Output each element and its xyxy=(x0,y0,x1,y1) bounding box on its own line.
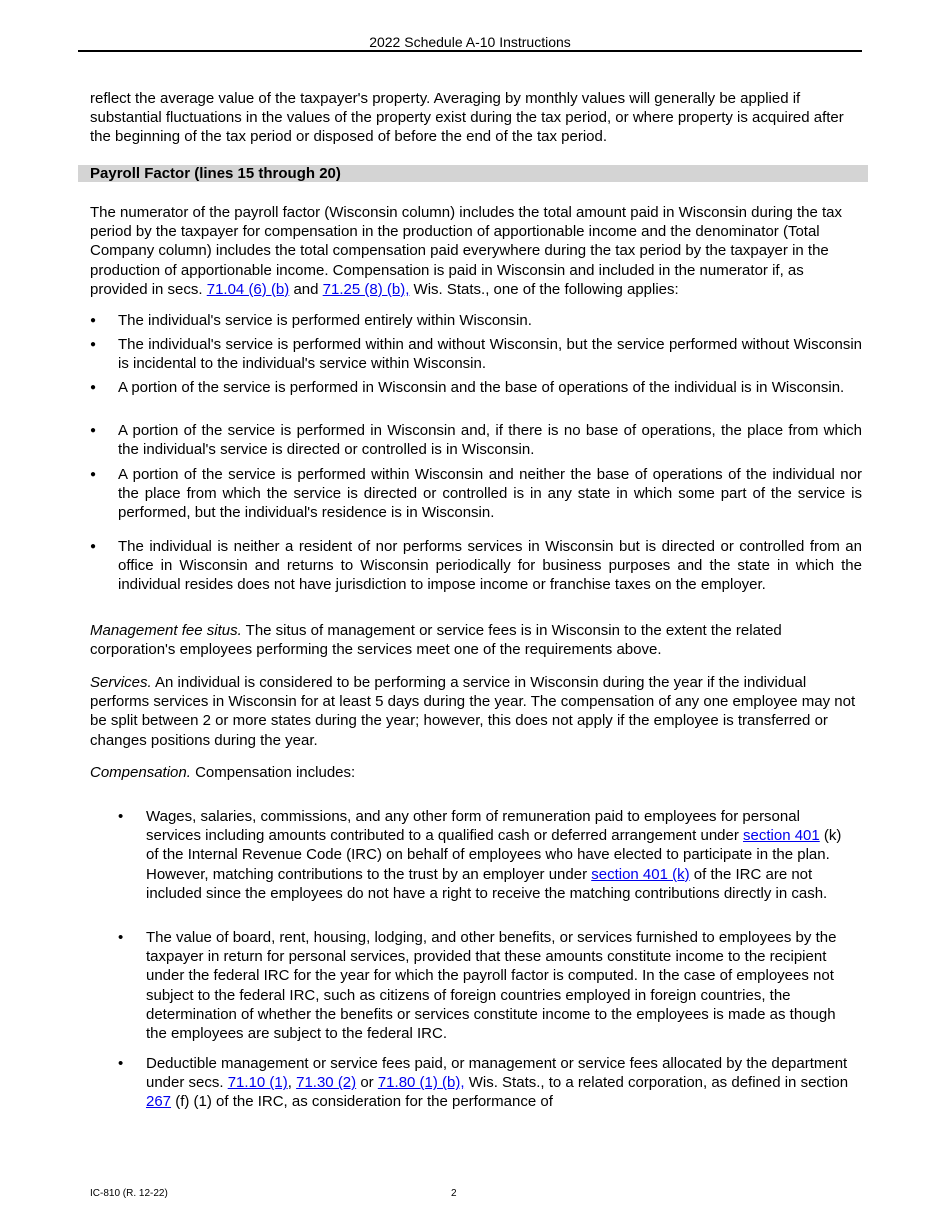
services-paragraph xyxy=(90,673,862,750)
compensation-paragraph xyxy=(90,763,862,782)
text: and xyxy=(289,280,323,298)
bullet-icon: • xyxy=(118,929,124,946)
bullet-text xyxy=(146,807,858,903)
text: (f) (1) of the IRC, as consideration for the performance of xyxy=(171,1093,553,1111)
bullet-icon: ● xyxy=(90,315,97,326)
bullet-text: The individual is neither a resident of nor performs services in Wisconsin but is directed or controlled from an office in Wisconsin and returns to Wisconsin periodically for business purposes and the state in which the individual resides does not have jurisdiction to impose income or franchise taxes on the employer. xyxy=(118,538,862,594)
text: An individual is considered to be performing a service in Wisconsin during the year if the individual performs services in Wisconsin for at least 5 days during the year. The compensation of any one employee may not be split between 2 or more states during the year; however, this does not apply if the employee is transferred or changes positions during the year. xyxy=(90,674,856,749)
statute-link[interactable]: 71.80 (1) (b), xyxy=(377,1074,465,1092)
bullet-icon: ● xyxy=(90,541,97,552)
bullet-text: A portion of the service is performed in Wisconsin and, if there is no base of operations, the place from which the individual's service is directed or controlled is in Wisconsin. xyxy=(118,422,862,459)
bullet-text: A portion of the service is performed within Wisconsin and neither the base of operations of the individual nor the place from which the service is directed or controlled is in any state in which some part of the service is performed, but the individual's residence is in Wisconsin. xyxy=(118,466,862,522)
text: Wages, salaries, commissions, and any other form of remuneration paid to employees for personal services including amounts contributed to a qualified cash or deferred arrangement under xyxy=(146,808,800,845)
irc-link[interactable]: section 401 xyxy=(743,827,820,845)
section-heading: Payroll Factor (lines 15 through 20) xyxy=(78,165,868,182)
payroll-paragraph xyxy=(90,203,862,299)
bullet-icon: ● xyxy=(90,339,97,350)
list-item xyxy=(90,335,862,373)
label: Services. xyxy=(90,674,152,691)
list-item xyxy=(90,537,862,595)
page-number: 2 xyxy=(451,1188,457,1199)
list-item xyxy=(90,378,862,397)
list-item xyxy=(118,1054,858,1112)
management-fee-paragraph xyxy=(90,621,862,659)
text: The numerator of the payroll factor (Wisconsin column) includes the total amount paid in Wisconsin during the tax period by the taxpayer for compensation in the production of apportionable income and the denominator (Total Company column) includes the total compensation paid everywhere during the tax period by the taxpayer in the production of apportionable income. Compensation is paid in Wisconsin and included in the numerator if, as provided in secs. xyxy=(90,204,843,298)
irc-link[interactable]: 267 xyxy=(146,1093,172,1111)
text: (k) of the Internal Revenue Code (IRC) on behalf of employees who have elected to participate in the plan. However, matching contributions to the trust by an employer under xyxy=(146,827,842,883)
bullet-icon: ● xyxy=(90,425,97,436)
bullet-text: The value of board, rent, housing, lodging, and other benefits, or services furnished to employees by the taxpayer in return for personal services, provided that these amounts constitute income to the recipient under the federal IRC for the year for which the payroll factor is computed. In the case of employees not subject to the federal IRC, such as citizens of foreign countries employed in foreign countries, the determination of whether the benefits or services constitute income to the employees is made as though the employees are subject to the federal IRC. xyxy=(146,929,837,1043)
statute-link[interactable]: 71.04 (6) (b) xyxy=(206,280,290,298)
text: of the IRC are not included since the employees do not have a right to receive the matching contributions directly in cash. xyxy=(146,865,828,902)
list-item xyxy=(118,807,858,903)
statute-link[interactable]: 71.10 (1) xyxy=(227,1074,288,1092)
statute-link[interactable]: 71.30 (2) xyxy=(296,1074,357,1092)
bullet-text: The individual's service is performed entirely within Wisconsin. xyxy=(118,312,532,329)
bullet-text xyxy=(146,1054,858,1112)
statute-link[interactable]: 71.25 (8) (b), xyxy=(322,280,410,298)
text: Wis. Stats., to a related corporation, as defined in section xyxy=(464,1074,849,1092)
list-item xyxy=(90,421,862,459)
bullet-text: The individual's service is performed within and without Wisconsin, but the service performed without Wisconsin is incidental to the individual's service within Wisconsin. xyxy=(118,336,862,373)
header-rule xyxy=(78,50,862,52)
label: Compensation. xyxy=(90,764,191,781)
page-header: 2022 Schedule A-10 Instructions xyxy=(369,34,571,50)
label: Management fee situs. xyxy=(90,622,242,639)
bullet-icon: • xyxy=(118,808,124,825)
text: Compensation includes: xyxy=(190,764,356,781)
list-item xyxy=(118,928,858,1043)
text: , xyxy=(287,1074,297,1092)
text: The situs of management or service fees is in Wisconsin to the extent the related corporation's employees performing the services meet one of the requirements above. xyxy=(90,622,782,659)
bullet-icon: ● xyxy=(90,382,97,393)
bullet-text: A portion of the service is performed in Wisconsin and the base of operations of the individual is in Wisconsin. xyxy=(118,379,845,396)
intro-paragraph: reflect the average value of the taxpayer's property. Averaging by monthly values will generally be applied if substantial fluctuations in the values of the property exist during the tax period, or where property is acquired after the beginning of the tax period or disposed of before the end of the tax period. xyxy=(90,90,844,146)
form-number: IC-810 (R. 12-22) xyxy=(90,1188,168,1199)
bullet-icon: ● xyxy=(90,469,97,480)
list-item xyxy=(90,465,862,523)
text: Wis. Stats., one of the following applies: xyxy=(409,280,679,298)
text: or xyxy=(356,1074,378,1092)
bullet-icon: • xyxy=(118,1055,124,1072)
list-item xyxy=(90,311,862,330)
irc-link[interactable]: section 401 (k) xyxy=(591,865,690,883)
text: Deductible management or service fees paid, or management or service fees allocated by the department under secs. xyxy=(146,1055,848,1092)
